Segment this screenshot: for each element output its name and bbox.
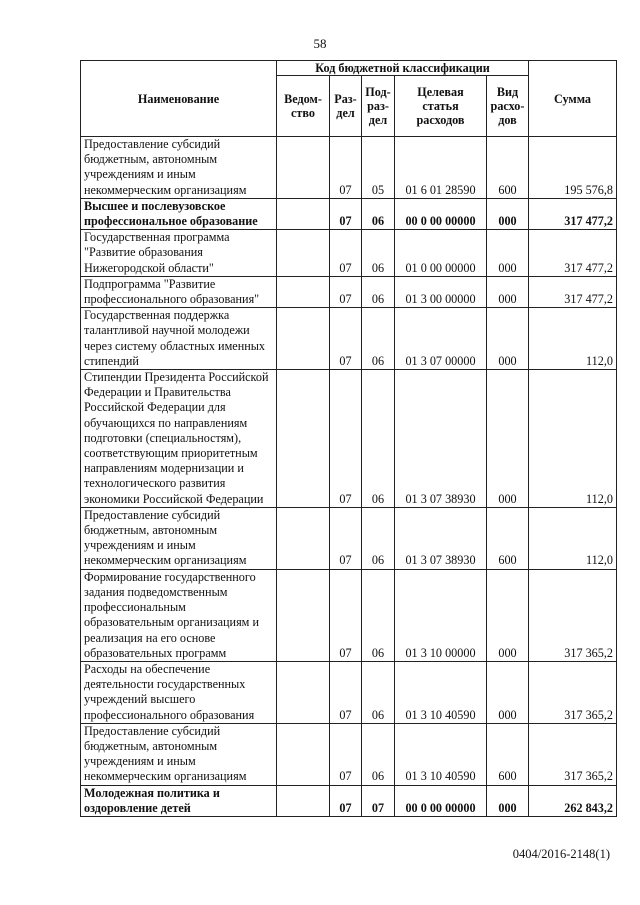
- page-number: 58: [313, 36, 327, 51]
- row-vedomstvo: [277, 785, 330, 816]
- row-name: Высшее и послевузовское профессиональное образование: [81, 198, 277, 229]
- row-name: Предоставление субсидий бюджетным, автономным учреждениям и иным некоммерческим организациям: [81, 723, 277, 785]
- header-code-group: Код бюджетной классификации: [277, 61, 529, 76]
- row-name: Формирование государственного задания подведомственным профессиональным образовательным организациям и реализация на его основе образовательных программ: [81, 569, 277, 661]
- row-razdel: 07: [330, 308, 362, 370]
- row-vid: 000: [487, 785, 529, 816]
- row-summa: 317 365,2: [529, 569, 617, 661]
- row-name: Предоставление субсидий бюджетным, автономным учреждениям и иным некоммерческим организациям: [81, 137, 277, 199]
- row-razdel: 07: [330, 785, 362, 816]
- header-vid: Вид расхо-дов: [487, 76, 529, 137]
- table-row: [81, 230, 617, 277]
- header-razdel: Раз-дел: [330, 76, 362, 137]
- row-podrazdel: 06: [362, 230, 395, 277]
- row-podrazdel: 06: [362, 198, 395, 229]
- budget-table: [80, 60, 617, 817]
- row-razdel: 07: [330, 569, 362, 661]
- row-vedomstvo: [277, 370, 330, 508]
- table-row: [81, 308, 617, 370]
- row-razdel: 07: [330, 230, 362, 277]
- table-row: [81, 723, 617, 785]
- row-summa: 195 576,8: [529, 137, 617, 199]
- row-vedomstvo: [277, 569, 330, 661]
- row-statya: 01 3 07 38930: [395, 370, 487, 508]
- row-vedomstvo: [277, 661, 330, 723]
- row-vid: 600: [487, 137, 529, 199]
- row-vedomstvo: [277, 276, 330, 307]
- row-statya: 01 3 07 00000: [395, 308, 487, 370]
- row-podrazdel: 07: [362, 785, 395, 816]
- row-podrazdel: 06: [362, 569, 395, 661]
- table-row: [81, 137, 617, 199]
- row-podrazdel: 06: [362, 661, 395, 723]
- row-name: Молодежная политика и оздоровление детей: [81, 785, 277, 816]
- header-vedomstvo: Ведом-ство: [277, 76, 330, 137]
- row-vid: 000: [487, 230, 529, 277]
- table-row: [81, 198, 617, 229]
- row-vedomstvo: [277, 308, 330, 370]
- table-row: [81, 661, 617, 723]
- row-name: Государственная поддержка талантливой научной молодежи через систему областных именных стипендий: [81, 308, 277, 370]
- row-vid: 600: [487, 507, 529, 569]
- table-row: [81, 370, 617, 508]
- row-podrazdel: 06: [362, 723, 395, 785]
- row-podrazdel: 06: [362, 308, 395, 370]
- header-name: Наименование: [81, 61, 277, 137]
- row-razdel: 07: [330, 137, 362, 199]
- row-razdel: 07: [330, 723, 362, 785]
- document-code: 0404/2016-2148(1): [512, 847, 610, 861]
- row-name: Государственная программа "Развитие образования Нижегородской области": [81, 230, 277, 277]
- row-summa: 317 477,2: [529, 198, 617, 229]
- row-statya: 01 3 00 00000: [395, 276, 487, 307]
- table-row: [81, 785, 617, 816]
- row-statya: 01 3 10 40590: [395, 661, 487, 723]
- row-name: Стипендии Президента Российской Федерации и Правительства Российской Федерации для обучающихся по направлениям подготовки (специальностям), соответствующим приоритетным направлениям модернизации и технологического развития экономики Российской Федерации: [81, 370, 277, 508]
- header-statya: Целевая статья расходов: [395, 76, 487, 137]
- row-podrazdel: 06: [362, 276, 395, 307]
- row-vid: 000: [487, 569, 529, 661]
- row-razdel: 07: [330, 276, 362, 307]
- row-summa: 112,0: [529, 308, 617, 370]
- row-vedomstvo: [277, 507, 330, 569]
- table-body: [81, 137, 617, 817]
- header-row-top: [81, 61, 617, 76]
- row-summa: 112,0: [529, 370, 617, 508]
- row-vid: 000: [487, 198, 529, 229]
- row-statya: 01 3 07 38930: [395, 507, 487, 569]
- row-razdel: 07: [330, 661, 362, 723]
- row-name: Расходы на обеспечение деятельности государственных учреждений высшего профессионального образования: [81, 661, 277, 723]
- row-razdel: 07: [330, 370, 362, 508]
- row-statya: 00 0 00 00000: [395, 785, 487, 816]
- row-vid: 000: [487, 370, 529, 508]
- row-vid: 000: [487, 661, 529, 723]
- row-podrazdel: 06: [362, 507, 395, 569]
- row-statya: 01 3 10 00000: [395, 569, 487, 661]
- row-razdel: 07: [330, 198, 362, 229]
- row-summa: 317 365,2: [529, 723, 617, 785]
- row-statya: 00 0 00 00000: [395, 198, 487, 229]
- row-statya: 01 6 01 28590: [395, 137, 487, 199]
- row-podrazdel: 06: [362, 370, 395, 508]
- header-podrazdel: Под-раз-дел: [362, 76, 395, 137]
- row-vid: 000: [487, 276, 529, 307]
- table-row: [81, 569, 617, 661]
- row-statya: 01 0 00 00000: [395, 230, 487, 277]
- row-summa: 317 477,2: [529, 276, 617, 307]
- row-vedomstvo: [277, 723, 330, 785]
- table-row: [81, 507, 617, 569]
- row-summa: 317 365,2: [529, 661, 617, 723]
- row-vedomstvo: [277, 198, 330, 229]
- row-vid: 000: [487, 308, 529, 370]
- row-name: Подпрограмма "Развитие профессионального образования": [81, 276, 277, 307]
- row-statya: 01 3 10 40590: [395, 723, 487, 785]
- row-summa: 112,0: [529, 507, 617, 569]
- row-name: Предоставление субсидий бюджетным, автономным учреждениям и иным некоммерческим организациям: [81, 507, 277, 569]
- row-summa: 317 477,2: [529, 230, 617, 277]
- row-vedomstvo: [277, 137, 330, 199]
- row-podrazdel: 05: [362, 137, 395, 199]
- header-summa: Сумма: [529, 61, 617, 137]
- row-razdel: 07: [330, 507, 362, 569]
- row-vedomstvo: [277, 230, 330, 277]
- row-vid: 600: [487, 723, 529, 785]
- row-summa: 262 843,2: [529, 785, 617, 816]
- table-row: [81, 276, 617, 307]
